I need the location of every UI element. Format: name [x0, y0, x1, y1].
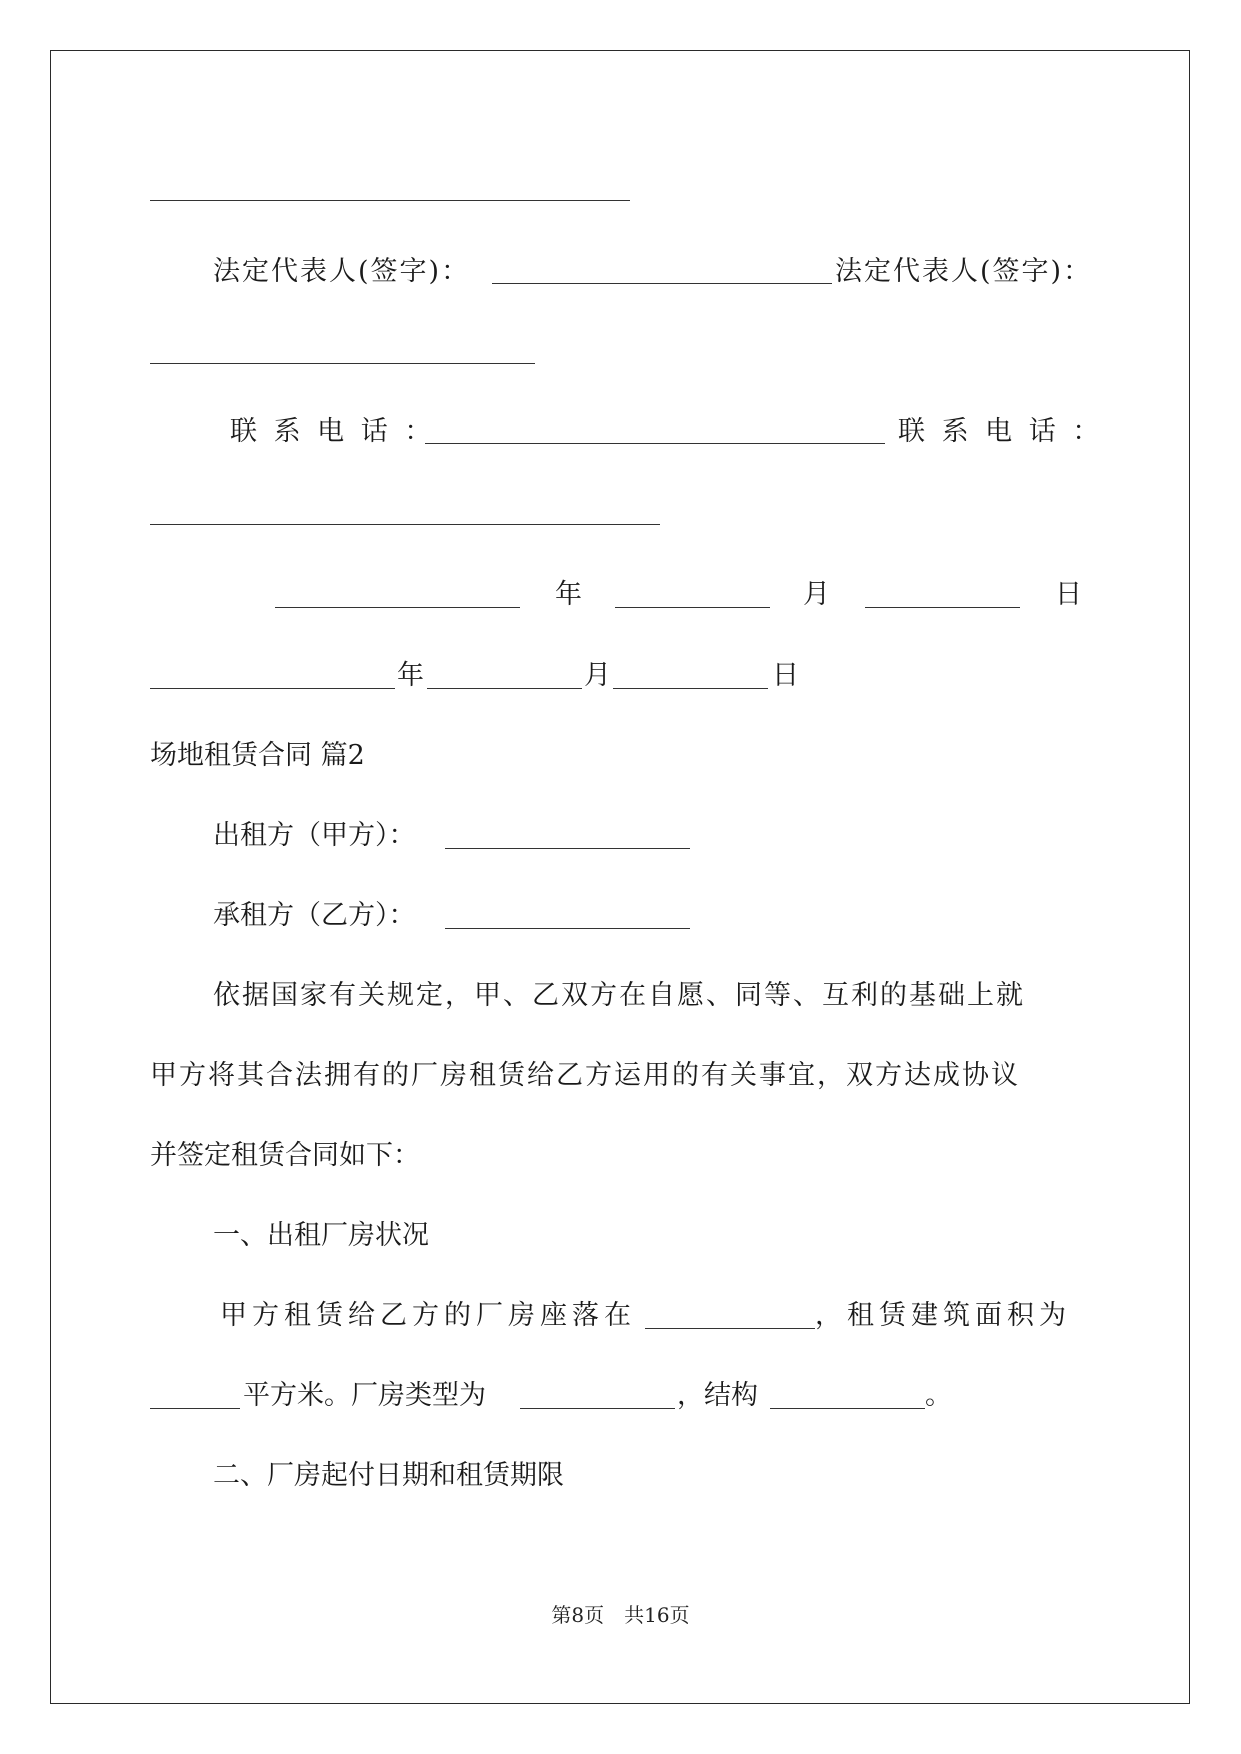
section-title: 场地租赁合同 篇2	[150, 740, 365, 771]
heading-1: 一、出租厂房状况	[213, 1220, 429, 1251]
blank-line	[520, 1408, 675, 1409]
sig-rep-left-label: 法定代表人(签字)：	[213, 256, 471, 287]
blank-line	[150, 363, 535, 364]
blank-line	[770, 1408, 925, 1409]
date-month-label: 月	[584, 660, 611, 691]
phone-left-label: 联 系 电 话 ：	[230, 416, 436, 447]
blank-line	[445, 848, 690, 849]
page-footer: 第8页 共16页	[551, 1603, 690, 1627]
intro-paragraph-line: 甲方将其合法拥有的厂房租赁给乙方运用的有关事宜，双方达成协议	[150, 1060, 1020, 1091]
blank-line	[492, 283, 832, 284]
date-year-label: 年	[397, 660, 424, 691]
period-end: 。	[925, 1380, 952, 1411]
intro-paragraph-line: 依据国家有关规定，甲、乙双方在自愿、同等、互利的基础上就	[213, 980, 1025, 1011]
blank-line	[445, 928, 690, 929]
blank-line	[427, 688, 582, 689]
phone-right-label: 联 系 电 话 ：	[898, 416, 1104, 447]
blank-line	[865, 607, 1020, 608]
date-day-label: 日	[772, 660, 799, 691]
heading-2: 二、厂房起付日期和租赁期限	[213, 1460, 564, 1491]
date-year-label: 年	[555, 579, 582, 610]
property-structure-label: ，结构	[677, 1380, 758, 1411]
blank-line	[275, 607, 520, 608]
blank-line	[615, 607, 770, 608]
property-location-text: 甲方租赁给乙方的厂房座落在	[220, 1300, 636, 1331]
intro-paragraph-line: 并签定租赁合同如下：	[150, 1140, 420, 1171]
blank-line	[425, 443, 885, 444]
lessor-label: 出租方（甲方）：	[213, 820, 416, 851]
blank-line	[150, 1408, 240, 1409]
date-month-label: 月	[803, 579, 830, 610]
blank-line	[150, 524, 660, 525]
sig-rep-right-label: 法定代表人(签字)：	[835, 256, 1093, 287]
blank-line	[645, 1328, 815, 1329]
property-area-unit-text: 平方米。厂房类型为	[243, 1380, 486, 1411]
property-area-label: ，租赁建筑面积为	[815, 1300, 1071, 1331]
date-day-label: 日	[1055, 579, 1082, 610]
blank-line	[150, 200, 630, 201]
lessee-label: 承租方（乙方）：	[213, 900, 416, 931]
blank-line	[150, 688, 395, 689]
blank-line	[613, 688, 768, 689]
